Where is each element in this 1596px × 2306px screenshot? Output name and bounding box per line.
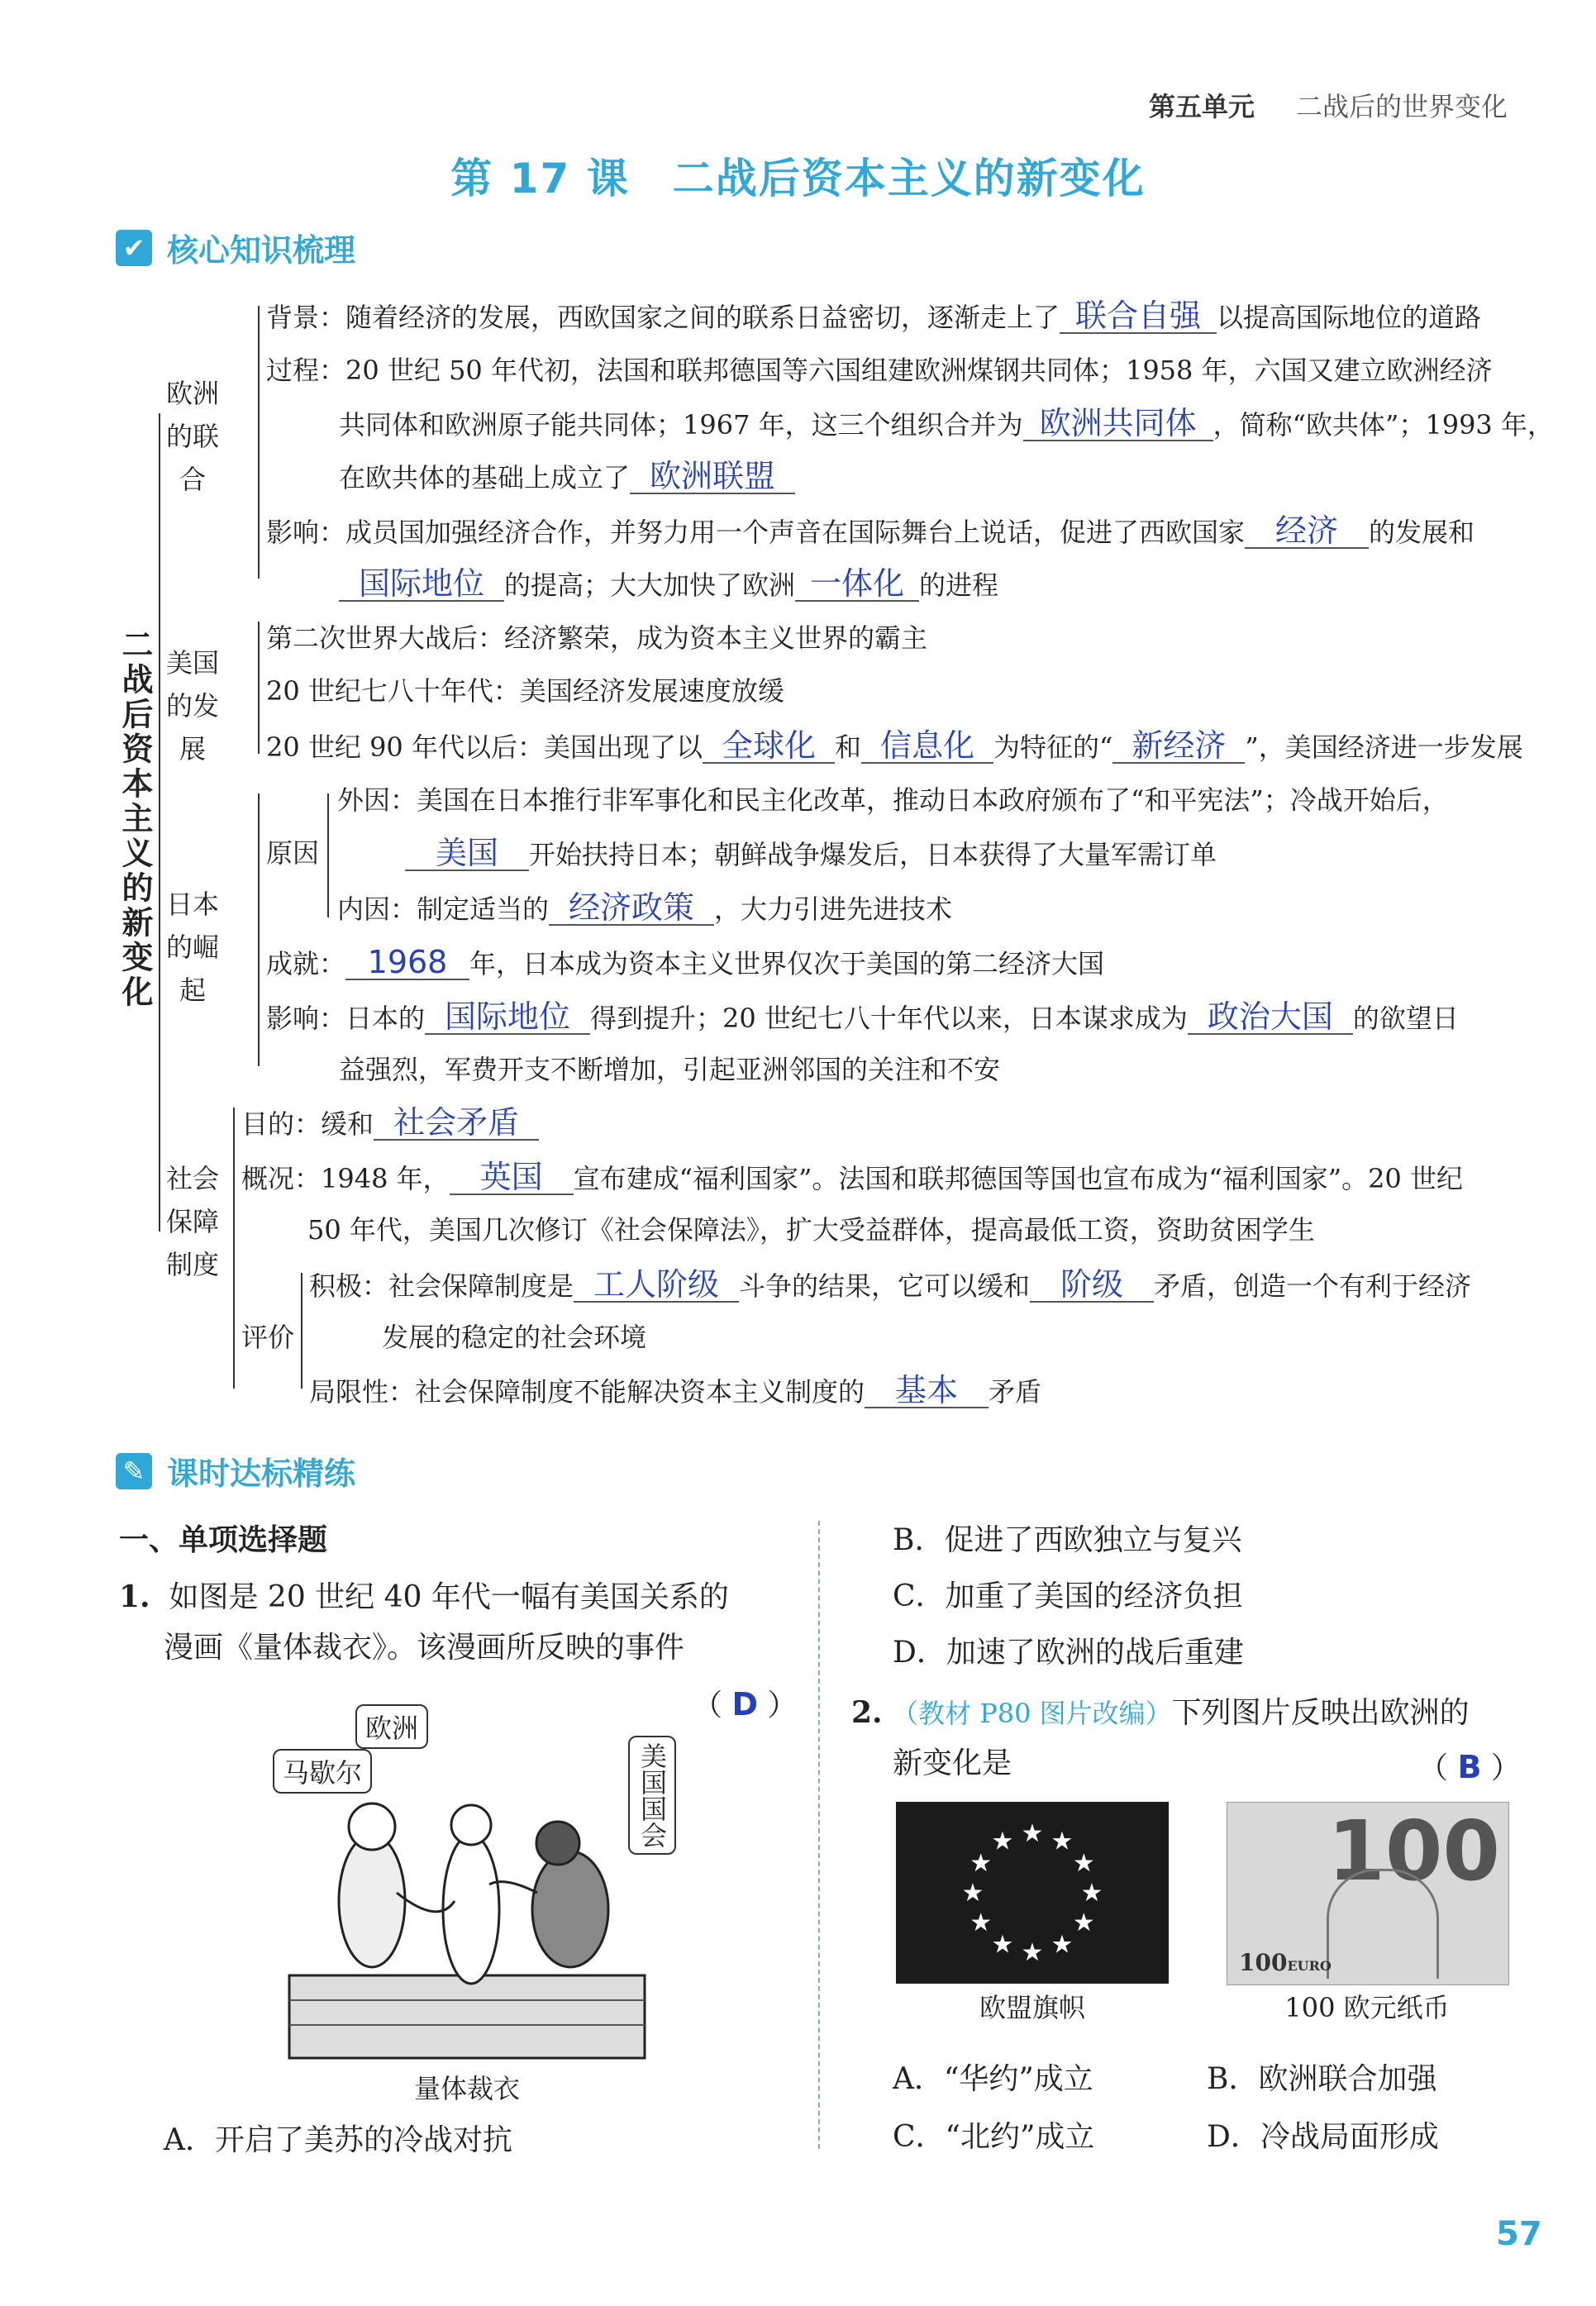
q1-option-d[interactable]: D．加速了欧洲的战后重建 (893, 1636, 1244, 1670)
q1-caption: 量体裁衣 (413, 2073, 520, 2104)
ss-limitation: 局限性：社会保障制度不能解决资本主义制度的 基本 矛盾 (309, 1372, 1042, 1408)
jp-label: 日本的崛起 (165, 889, 219, 1006)
ss-eval-label: 评价 (241, 1322, 295, 1353)
q2-stem-1: 2. （教材 P80 图片改编）下列图片反映出欧洲的 (851, 1695, 1470, 1730)
answer-blank: 经济 (1245, 514, 1369, 549)
ss-positive-1: 积极：社会保障制度是 工人阶级 斗争的结果，它可以缓和 阶级 矛盾，创造一个有利于经济 (309, 1266, 1472, 1303)
q1-option-a[interactable]: A．开启了美苏的冷战对抗 (164, 2123, 512, 2157)
jp-external-2: 美国 开始扶持日本；朝鲜战争爆发后，日本获得了大量军需订单 (405, 836, 1217, 871)
q2-answer: （ B ） (1418, 1749, 1521, 1785)
q1-option-c[interactable]: C．加重了美国的经济负担 (893, 1579, 1243, 1613)
answer-blank: 1968 (345, 946, 469, 980)
star-icon: ★ (970, 1849, 993, 1878)
pencil-icon: ✎ (116, 1453, 152, 1489)
checkbox-icon: ✔ (116, 230, 152, 266)
eu-flag-image (896, 1802, 1169, 1984)
ss-label: 社会保障制度 (165, 1163, 219, 1280)
mindmap-root: 二战后资本主义的新变化 (117, 628, 154, 1010)
q2-img2-caption: 100 欧元纸币 (1284, 1992, 1450, 2023)
eu-process-1: 过程：20 世纪 50 年代初，法国和联邦德国等六国组建欧洲煤钢共同体；1958 年，六国又建立欧洲经济 (266, 355, 1493, 386)
ss-overview-1: 概况：1948 年， 英国 宣布建成“福利国家”。法国和联邦德国等国也宣布成为“福利国家”。20 世纪 (241, 1159, 1463, 1195)
star-icon: ★ (961, 1879, 984, 1908)
answer-blank: 社会矛盾 (374, 1106, 539, 1141)
section-practice-title: 课时达标精练 (167, 1456, 356, 1492)
star-icon: ★ (1021, 1938, 1044, 1967)
banknote-value: 100 (1327, 1803, 1500, 1899)
answer-blank: 信息化 (861, 729, 993, 764)
answer-blank: 全球化 (703, 729, 835, 764)
answer-blank: 英国 (450, 1160, 574, 1195)
ss-goal: 目的：缓和 社会矛盾 (241, 1106, 539, 1141)
question-type: 一、单项选择题 (119, 1523, 328, 1557)
jp-cause-brace (327, 793, 329, 917)
section-practice-heading (116, 1448, 355, 1494)
unit-label: 第五单元 (1149, 91, 1255, 122)
jp-external-1: 外因：美国在日本推行非军事化和民主化改革，推动日本政府颁布了“和平宪法”；冷战开始后， (337, 784, 1449, 816)
q1-answer: （ D ） (693, 1686, 798, 1722)
star-icon: ★ (991, 1827, 1014, 1856)
us-label: 美国的发展 (165, 647, 219, 765)
star-icon: ★ (1021, 1819, 1044, 1848)
answer-blank: 欧洲联盟 (630, 460, 795, 494)
star-icon: ★ (1072, 1908, 1095, 1937)
banknote-corner: 100EURO (1239, 1949, 1332, 1976)
jp-internal: 内因：制定适当的 经济政策 ，大力引进先进技术 (337, 889, 953, 926)
ss-brace (233, 1108, 235, 1389)
section-core-title: 核心知识梳理 (167, 232, 356, 269)
eu-impact-1: 影响：成员国加强经济合作，并努力用一个声音在国际舞台上说话，促进了西欧国家 经济 的发展和 (266, 512, 1475, 549)
jp-impact-1: 影响：日本的 国际地位 得到提升；20 世纪七八十年代以来，日本谋求成为 政治大国 的欲望日 (266, 998, 1459, 1035)
answer-blank: 国际地位 (425, 1000, 590, 1035)
q2-option-b[interactable]: B．欧洲联合加强 (1207, 2062, 1437, 2096)
jp-cause-label: 原因 (266, 837, 320, 869)
cartoon-label-europe: 欧洲 (355, 1704, 428, 1749)
root-brace (159, 413, 160, 1232)
eu-label: 欧洲的联合 (165, 378, 219, 495)
ss-positive-2: 发展的稳定的社会环境 (382, 1322, 647, 1353)
lesson-title: 第 17 课 二战后资本主义的新变化 (450, 155, 1146, 202)
q1-stem-1: 1. 如图是 20 世纪 40 年代一幅有美国关系的 (119, 1579, 729, 1614)
unit-name: 二战后的世界变化 (1296, 91, 1508, 122)
answer-blank: 经济政策 (549, 891, 714, 926)
answer-blank: 基本 (865, 1374, 989, 1408)
star-icon: ★ (1072, 1849, 1095, 1878)
jp-impact-2: 益强烈，军费开支不断增加，引起亚洲邻国的关注和不安 (339, 1054, 1001, 1085)
q1-option-b[interactable]: B．促进了西欧独立与复兴 (893, 1523, 1242, 1557)
section-core-heading (116, 225, 355, 270)
star-icon: ★ (1051, 1930, 1074, 1960)
us-line-3: 20 世纪 90 年代以后：美国出现了以 全球化 和 信息化 为特征的“ 新经济 ”，美国经济进一步发展 (266, 727, 1523, 764)
eu-background: 背景：随着经济的发展，西欧国家之间的联系日益密切，逐渐走上了 联合自强 以提高国际地位的道路 (266, 298, 1482, 334)
eu-flag-stars (896, 1802, 1169, 1984)
us-line-1: 第二次世界大战后：经济繁荣，成为资本主义世界的霸主 (266, 622, 928, 654)
answer-blank: 工人阶级 (574, 1268, 739, 1303)
jp-brace (258, 793, 260, 1066)
answer-blank: 欧洲共同体 (1023, 407, 1213, 441)
cartoon-label-congress: 美国国会 (628, 1736, 676, 1855)
answer-blank: 新经济 (1112, 729, 1245, 764)
q2-option-a[interactable]: A．“华约”成立 (893, 2062, 1093, 2096)
q2-stem-2: 新变化是 (893, 1746, 1012, 1780)
eu-process-2: 共同体和欧洲原子能共同体；1967 年，这三个组织合并为 欧洲共同体 ，简称“欧共体”；1993 年， (339, 405, 1554, 441)
q1-stem-2: 漫画《量体裁衣》。该漫画所反映的事件 (164, 1631, 685, 1665)
q2-option-c[interactable]: C．“北约”成立 (893, 2120, 1095, 2154)
us-brace (258, 622, 260, 754)
answer-blank: 政治大国 (1188, 1000, 1353, 1035)
star-icon: ★ (991, 1930, 1014, 1960)
cartoon-label-marshall: 马歇尔 (273, 1749, 372, 1794)
star-icon: ★ (1051, 1827, 1074, 1856)
answer-blank: 国际地位 (339, 567, 504, 602)
jp-achievement: 成就： 1968 年，日本成为资本主义世界仅次于美国的第二经济大国 (266, 944, 1105, 980)
answer-blank: 联合自强 (1060, 299, 1217, 334)
answer-blank: 一体化 (795, 567, 919, 602)
answer-blank: 美国 (405, 836, 529, 871)
page-number: 57 (1496, 2215, 1542, 2253)
column-divider (818, 1521, 820, 2149)
eu-brace (258, 306, 260, 579)
ss-eval-brace (301, 1273, 303, 1389)
star-icon: ★ (1080, 1879, 1103, 1908)
q2-img1-caption: 欧盟旗帜 (979, 1992, 1085, 2023)
us-line-2: 20 世纪七八十年代：美国经济发展速度放缓 (266, 675, 784, 707)
answer-blank: 阶级 (1030, 1268, 1154, 1303)
q2-option-d[interactable]: D．冷战局面形成 (1207, 2120, 1439, 2154)
eu-process-3: 在欧共体的基础上成立了 欧洲联盟 (339, 460, 795, 494)
eu-impact-2: 国际地位 的提高；大大加快了欧洲 一体化 的进程 (339, 567, 998, 602)
ss-overview-2: 50 年代，美国几次修订《社会保障法》，扩大受益群体，提高最低工资，资助贫困学生 (307, 1214, 1315, 1246)
euro-banknote-image (1227, 1802, 1509, 1985)
banknote-arch-icon (1327, 1869, 1439, 1979)
star-icon: ★ (970, 1908, 993, 1937)
